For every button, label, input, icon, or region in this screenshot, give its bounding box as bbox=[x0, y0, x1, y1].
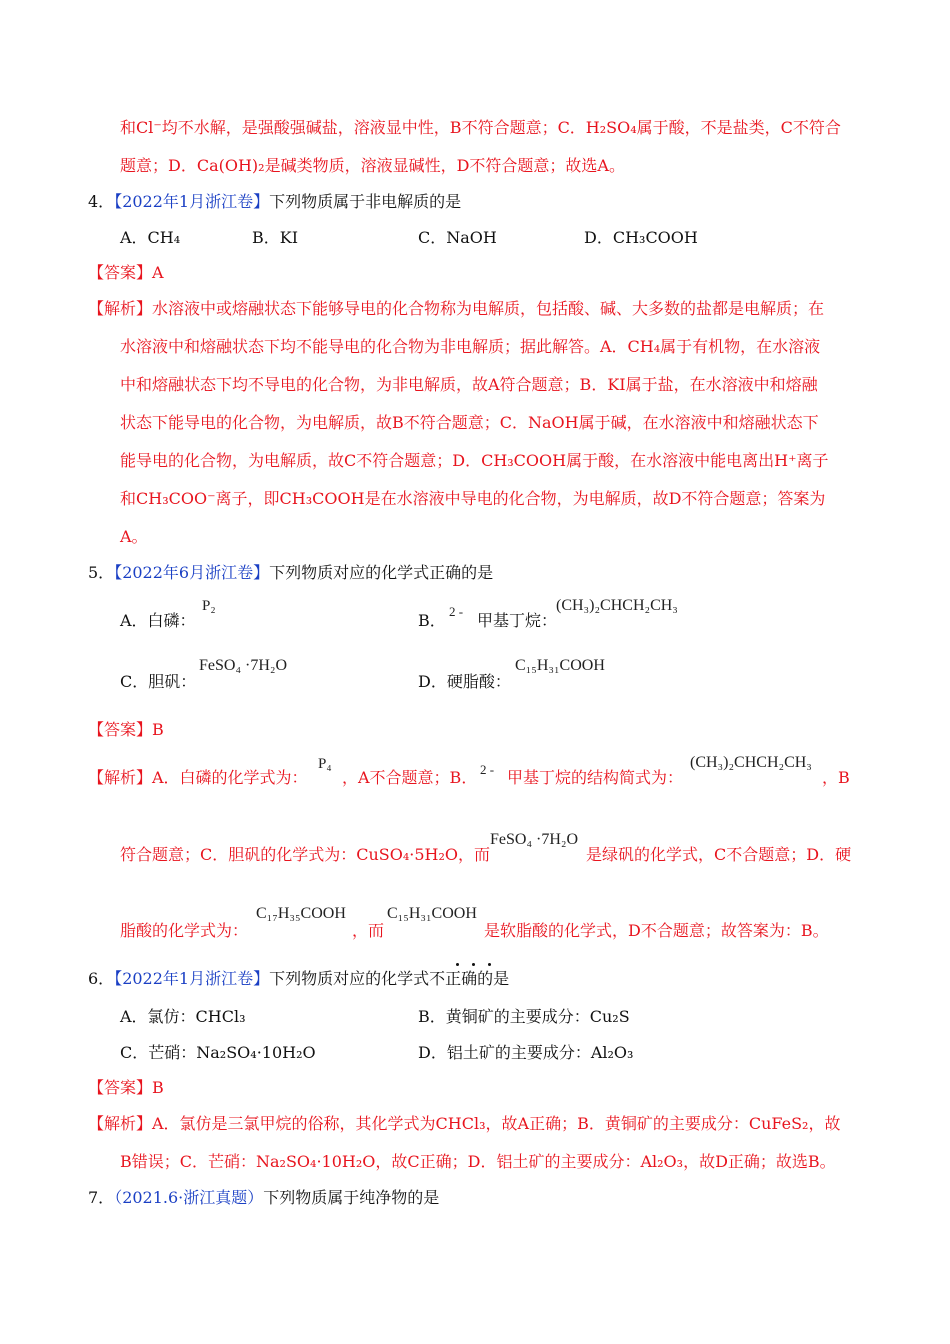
emphasis-dot bbox=[488, 963, 491, 966]
emphasis-dot bbox=[472, 963, 475, 966]
q5-source: 【2022年6月浙江卷】 bbox=[114, 563, 270, 582]
q5-option-b-formula: (CH₃)₂CHCH₂CH₃ bbox=[556, 597, 678, 614]
q5-analysis-3c: 是软脂酸的化学式，D不合题意；故答案为：B。 bbox=[484, 921, 829, 940]
q5-analysis-3-formula-1: C₁₇H₃₅COOH bbox=[256, 905, 346, 922]
q7-source: （2021.6·浙江真题） bbox=[114, 1188, 264, 1207]
q4-option-d: D．CH₃COOH bbox=[584, 228, 698, 247]
q6-number: 6． bbox=[88, 969, 115, 988]
q4-source: 【2022年1月浙江卷】 bbox=[114, 192, 270, 211]
q6-option-b: B．黄铜矿的主要成分：Cu₂S bbox=[418, 1007, 630, 1026]
q5-analysis-1d: ，B bbox=[822, 768, 850, 787]
q5-analysis-1b: ，A不合题意；B． bbox=[342, 768, 478, 787]
q4-analysis-line-5: 能导电的化合物，为电解质，故C不符合题意；D．CH₃COOH属于酸，在水溶液中能电离出H⁺离子 bbox=[120, 451, 829, 470]
q6-answer: 【答案】B bbox=[88, 1078, 164, 1097]
q5-option-d-formula: C₁₅H₃₁COOH bbox=[515, 657, 605, 674]
q7-stem bbox=[88, 1188, 439, 1208]
q5-analysis-1-number: 2 - bbox=[480, 762, 495, 777]
q4-option-a: A．CH₄ bbox=[120, 228, 181, 247]
q5-stem bbox=[88, 563, 493, 583]
q5-number: 5． bbox=[88, 563, 115, 582]
q4-analysis-line-2: 水溶液中和熔融状态下均不能导电的化合物为非电解质；据此解答。A．CH₄属于有机物，在水溶液 bbox=[120, 337, 821, 356]
q6-option-c: C．芒硝：Na₂SO₄·10H₂O bbox=[120, 1043, 316, 1062]
q6-stem-emphasis: 不正确 bbox=[429, 969, 478, 988]
q5-option-c-label: C．胆矾： bbox=[120, 672, 197, 691]
q6-stem bbox=[88, 969, 509, 989]
q4-stem bbox=[88, 192, 461, 212]
q6-stem-text: 下列物质对应的化学式 bbox=[269, 969, 430, 988]
q6-source: 【2022年1月浙江卷】 bbox=[114, 969, 270, 988]
q4-analysis-line-1: 【解析】水溶液中或熔融状态下能够导电的化合物称为电解质，包括酸、碱、大多数的盐都是电解质；在 bbox=[88, 299, 825, 318]
q7-number: 7． bbox=[88, 1188, 115, 1207]
q4-option-c: C．NaOH bbox=[418, 228, 497, 247]
q5-option-c-formula: FeSO₄ ·7H₂O bbox=[199, 657, 288, 674]
q4-analysis-line-4: 状态下能导电的化合物，为电解质，故B不符合题意；C．NaOH属于碱，在水溶液中和熔融状态下 bbox=[120, 413, 819, 432]
q5-option-b-text: 甲基丁烷： bbox=[477, 611, 558, 630]
q5-option-b-number: 2 - bbox=[449, 604, 464, 619]
q5-option-d-label: D．硬脂酸： bbox=[418, 672, 511, 691]
q6-analysis-line-2: B错误；C．芒硝：Na₂SO₄·10H₂O，故C正确；D．铝土矿的主要成分：Al₂O₃，故D正确；故选B。 bbox=[120, 1152, 836, 1171]
q5-analysis-3-formula-2: C₁₅H₃₁COOH bbox=[387, 905, 477, 922]
q4-analysis-line-6: 和CH₃COO⁻离子，即CH₃COOH是在水溶液中导电的化合物，为电解质，故D不符合题意；答案为 bbox=[120, 489, 826, 508]
q5-option-a-formula: P₂ bbox=[202, 598, 216, 614]
q4-option-b: B．KI bbox=[252, 228, 299, 247]
q5-analysis-3b: ，而 bbox=[352, 921, 385, 940]
q6-stem-text-end: 的是 bbox=[477, 969, 510, 988]
q5-analysis-2-formula: FeSO₄ ·7H₂O bbox=[490, 831, 579, 848]
q5-analysis-1-formula-p4: P₄ bbox=[318, 756, 332, 772]
emphasis-dot bbox=[456, 963, 459, 966]
q3-analysis-line-2: 题意；D．Ca(OH)₂是碱类物质，溶液显碱性，D不符合题意；故选A。 bbox=[120, 156, 625, 175]
q7-stem-text: 下列物质属于纯净物的是 bbox=[263, 1188, 440, 1207]
q3-analysis-line-1: 和Cl⁻均不水解，是强酸强碱盐，溶液显中性，B不符合题意；C．H₂SO₄属于酸，不是盐类，C不符合 bbox=[120, 118, 841, 137]
q5-analysis-1a: 【解析】A．白磷的化学式为： bbox=[88, 768, 308, 787]
q5-analysis-2b: 是绿矾的化学式，C不合题意；D．硬 bbox=[586, 845, 852, 864]
q5-analysis-3a: 脂酸的化学式为： bbox=[120, 921, 249, 940]
q6-option-d: D．铝土矿的主要成分：Al₂O₃ bbox=[418, 1043, 634, 1062]
q4-analysis-line-3: 中和熔融状态下均不导电的化合物，为非电解质，故A符合题意；B．KI属于盐，在水溶液中和熔融 bbox=[120, 375, 818, 394]
q6-analysis-line-1: 【解析】A．氯仿是三氯甲烷的俗称，其化学式为CHCl₃，故A正确；B．黄铜矿的主要成分：CuFeS₂，故 bbox=[88, 1114, 841, 1133]
q5-analysis-2a: 符合题意；C．胆矾的化学式为：CuSO₄·5H₂O，而 bbox=[120, 845, 491, 864]
q4-number: 4． bbox=[88, 192, 115, 211]
q5-answer: 【答案】B bbox=[88, 720, 164, 739]
q4-analysis-line-7: A。 bbox=[120, 527, 148, 546]
q4-stem-text: 下列物质属于非电解质的是 bbox=[269, 192, 462, 211]
q4-answer: 【答案】A bbox=[88, 263, 164, 282]
q5-option-a-label: A．白磷： bbox=[120, 611, 196, 630]
q5-analysis-1-formula-struct: (CH₃)₂CHCH₂CH₃ bbox=[690, 754, 812, 771]
q5-stem-text: 下列物质对应的化学式正确的是 bbox=[269, 563, 494, 582]
q5-analysis-1c: 甲基丁烷的结构简式为： bbox=[507, 768, 684, 787]
q5-option-b-label: B． bbox=[418, 611, 446, 630]
q6-option-a: A．氯仿：CHCl₃ bbox=[120, 1007, 246, 1026]
